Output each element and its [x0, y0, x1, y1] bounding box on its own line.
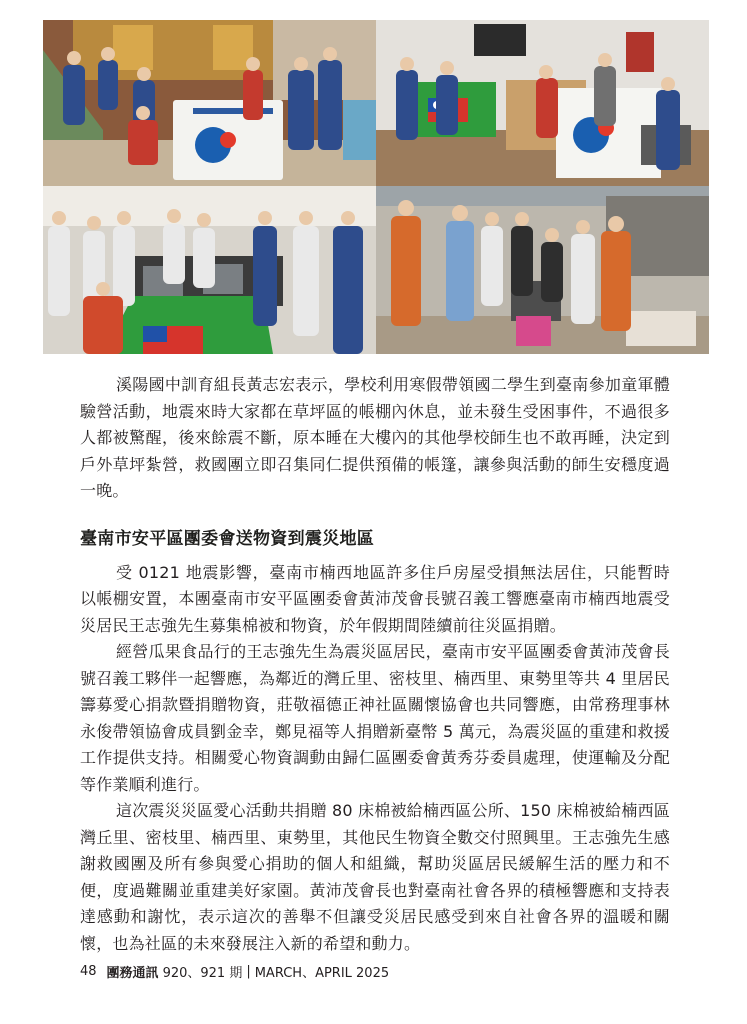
photo-4	[376, 186, 709, 354]
paragraph-3: 這次震災災區愛心活動共捐贈 80 床棉被給楠西區公所、150 床棉被給楠西區灣丘里、密枝里、楠西里、東勢里，其他民生物資全數交付照興里。王志強先生感謝救國團及所有參與愛心捐助的個人和組織，幫助災區居民緩解生活的壓力和不便，度過難關並重建美好家園。黃沛茂會長也對臺南社會各界的積極響應和支持表達感動和謝忱，表示這次的善舉不但讓受災居民感受到來自社會各界的溫暖和關懷，也為社區的未來發展注入新的希望和動力。	[80, 801, 670, 953]
issue-number: 920、921 期	[162, 966, 243, 981]
photo-2-image	[376, 20, 709, 186]
photo-4-image	[376, 186, 709, 354]
page-number: 48	[80, 964, 97, 979]
photo-1-image	[43, 20, 376, 186]
photo-3-image	[43, 186, 376, 354]
issue-date: MARCH、APRIL 2025	[254, 966, 390, 981]
paragraph-1: 受 0121 地震影響，臺南市楠西地區許多住戶房屋受損無法居住，只能暫時以帳棚安置，本團臺南市安平區團委會黃沛茂會長號召義工響應臺南市楠西地震受災居民王志強先生募集棉被和物資，於年假期間陸續前往災區捐贈。	[80, 562, 670, 635]
footer-separator: |	[246, 964, 251, 979]
photo-2	[376, 20, 709, 186]
photo-collage	[43, 20, 709, 354]
article-body	[80, 372, 670, 957]
photo-3	[43, 186, 376, 354]
magazine-title: 團務通訊	[106, 966, 159, 981]
intro-paragraph: 溪陽國中訓育組長黃志宏表示，學校利用寒假帶領國二學生到臺南參加童軍體驗營活動，地震來時大家都在草坪區的帳棚內休息，並未發生受困事件，不過很多人都被驚醒，後來餘震不斷，原本睡在大樓內的其他學校師生也不敢再睡，決定到戶外草坪紮營，救國團立即召集同仁提供預備的帳篷，讓參與活動的師生安穩度過一晚。	[80, 375, 670, 500]
photo-1	[43, 20, 376, 186]
page-footer	[80, 962, 389, 981]
paragraph-2: 經營瓜果食品行的王志強先生為震災區居民，臺南市安平區團委會黃沛茂會長號召義工夥伴一起響應，為鄰近的灣丘里、密枝里、楠西里、東勢里等共 4 里居民籌募愛心捐款暨捐贈物資，莊敬福德正神社區關懷協會也共同響應，由常務理事林永俊帶領協會成員劉金幸，鄭見福等人捐贈新臺幣 5 萬元，為震災區的重建和救援工作提供支持。相關愛心物資調動由歸仁區團委會黃秀芬委員處理，使運輸及分配等作業順利進行。	[80, 642, 670, 794]
section-heading: 臺南市安平區團委會送物資到震災地區	[80, 528, 375, 549]
